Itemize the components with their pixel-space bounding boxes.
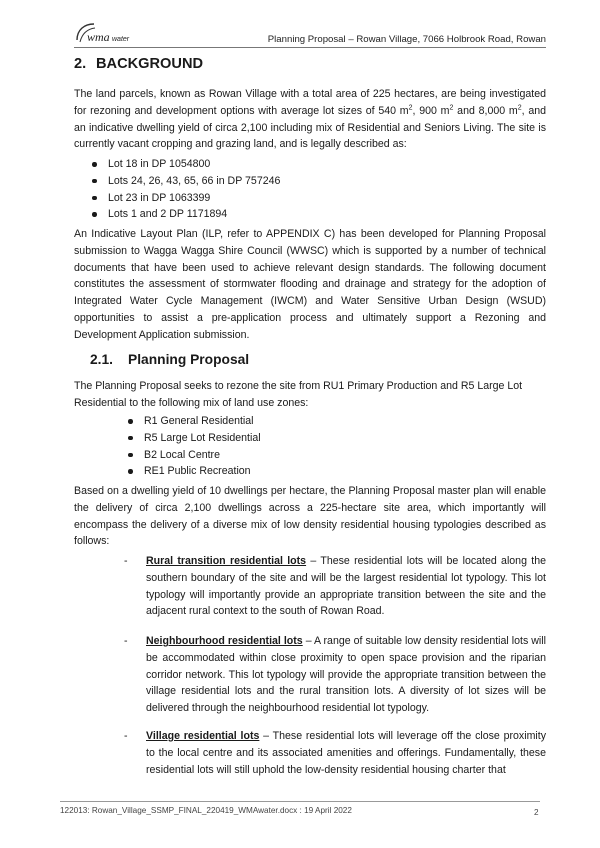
list-item [126, 447, 261, 464]
intro-paragraph [74, 86, 546, 153]
list-item [90, 206, 280, 223]
superscript: 2 [408, 104, 413, 112]
bullet-icon [128, 436, 133, 441]
lot-type-description: – These residential lots will be located along the southern boundary of the site and will be the largest residential lot typology. This lot typology will importantly provide an appropriate transition between the site and the adjacent rural context to the south of Rowan Road. [146, 555, 546, 618]
list-item [90, 173, 280, 190]
dash-marker: - [124, 555, 128, 567]
wave-logo-icon [74, 22, 154, 46]
lot-type-term: Rural transition residential lots [146, 555, 307, 567]
bullet-icon [128, 419, 133, 424]
lot-type-item [124, 633, 546, 717]
dash-marker: - [124, 635, 128, 647]
company-logo [74, 22, 154, 46]
header-title: Planning Proposal – Rowan Village, 7066 Holbrook Road, Rowan [267, 34, 546, 45]
list-item-text: Lot 18 in DP 1054800 [108, 158, 211, 170]
svg-text:wma: wma [87, 30, 110, 44]
list-item-text: RE1 Public Recreation [144, 465, 251, 478]
lot-type-description: – These residential lots will leverage off the close proximity to the local centre and its associated amenities and offerings. Fundamentally, these residential lots will still uphold the low-density residential housing charter that [146, 730, 546, 776]
yield-paragraph: Based on a dwelling yield of 10 dwellings per hectare, the Planning Proposal master plan will enable the delivery of circa 2,100 dwellings across a 225-hectare site area, which importantly will encompass the delivery of a diverse mix of low density residential housing typologies described as follows: [74, 485, 546, 548]
superscript: 2 [449, 104, 454, 112]
list-item [90, 156, 280, 173]
svg-text:water: water [112, 36, 130, 43]
lot-type-item [124, 728, 546, 778]
list-item-text: R1 General Residential [144, 415, 254, 427]
footer-reference: 122013: Rowan_Village_SSMP_FINAL_220419_WMAwater.docx : 19 April 2022 [60, 806, 352, 815]
lot-type-item [124, 553, 546, 620]
list-item-text: Lots 24, 26, 43, 65, 66 in DP 757246 [108, 174, 281, 187]
bullet-icon [92, 196, 97, 201]
list-item-text: B2 Local Centre [144, 448, 220, 461]
bullet-icon [128, 453, 133, 458]
intro-text-4: , and an indicative dwelling yield of circa 2,100 including mix of Residential and Seniors Living. The site is currently vacant cropping and grazing land, and is legally described as: [74, 104, 547, 151]
superscript: 2 [517, 104, 522, 112]
planning-intro-paragraph: The Planning Proposal seeks to rezone the site from RU1 Primary Production and R5 Large Lot Residential to the following mix of land use zones: [74, 380, 523, 409]
lot-type-text [146, 553, 546, 620]
intro-text-1: The land parcels, known as Rowan Village with a total area of 225 hectares, are being investigated for rezoning and development options with average lot sizes of 540 m [74, 88, 546, 117]
subsection-heading [90, 352, 249, 367]
lot-type-description: – A range of suitable low density residential lots will be accommodated within close proximity to open space provision and the riparian corridor network. This lot typology will provide the appropriate transition between the village residential lots and the rural transition lots. A diversity of lot sizes will be delivered through the neighbourhood residential lot typology. [146, 635, 546, 715]
bullet-icon [92, 162, 97, 167]
section-number: 2. [74, 56, 87, 72]
subsection-number: 2.1. [90, 352, 114, 367]
footer-divider [60, 801, 540, 802]
bullet-icon [92, 212, 97, 217]
section-heading [74, 56, 203, 72]
lot-type-term: Neighbourhood residential lots [146, 635, 303, 647]
ilp-paragraph: An Indicative Layout Plan (ILP, refer to APPENDIX C) has been developed for Planning Proposal submission to Wagga Wagga Shire Council (WWSC) which is supported by a number of technical documents that have been used to achieve relevant design standards. The following document constitutes the assessment of stormwater flooding and drainage and strategy for the adoption of Integrated Water Cycle Management (IWCM) and Water Sensitive Urban Design (WSUD) opportunities to assist a pre-application process and ultimately support a Rezoning and Development Application submission. [74, 228, 546, 341]
lot-type-text [146, 728, 546, 778]
header-divider [74, 47, 546, 48]
intro-text-3: and 8,000 m [453, 104, 518, 117]
list-item [126, 463, 261, 480]
lot-type-text [146, 633, 546, 717]
list-item [126, 430, 261, 447]
list-item-text: Lots 1 and 2 DP 1171894 [108, 208, 228, 221]
list-item [126, 413, 261, 430]
dash-marker: - [124, 730, 128, 742]
lot-list [90, 156, 280, 223]
list-item [90, 190, 280, 207]
lot-type-term: Village residential lots [146, 730, 260, 742]
zone-list [126, 413, 261, 480]
subsection-title: Planning Proposal [128, 352, 250, 367]
bullet-icon [92, 179, 97, 184]
list-item-text: Lot 23 in DP 1063399 [108, 191, 211, 204]
section-title: BACKGROUND [96, 56, 204, 72]
intro-text-2: , 900 m [412, 104, 450, 117]
list-item-text: R5 Large Lot Residential [144, 431, 261, 444]
page-number: 2 [534, 808, 539, 817]
page-header [74, 22, 546, 48]
bullet-icon [128, 469, 133, 474]
